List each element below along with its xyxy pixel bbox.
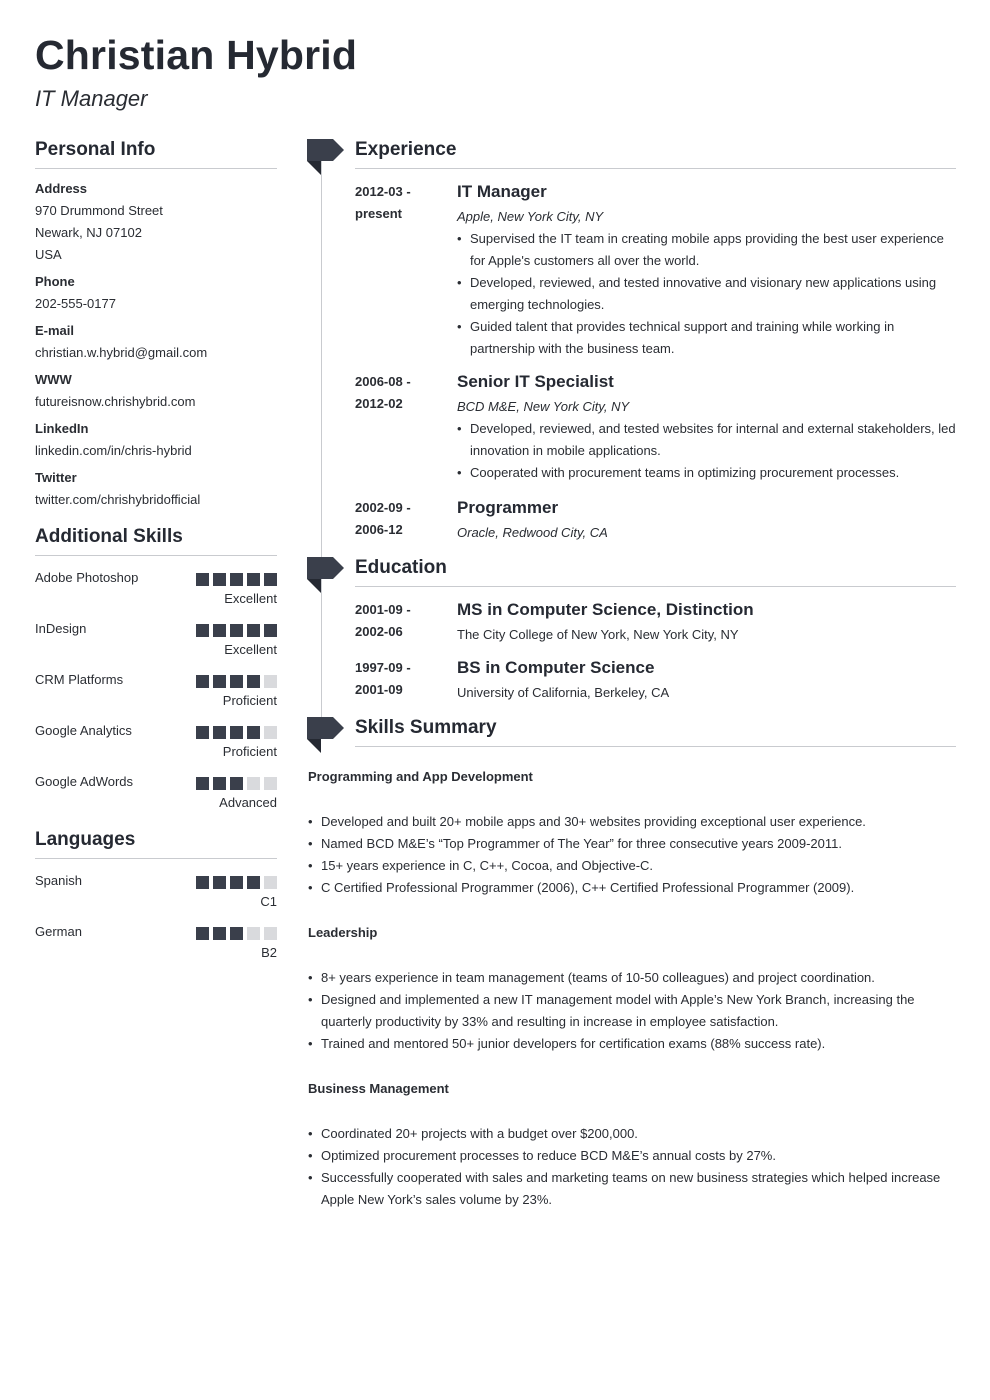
twitter-value: twitter.com/chrishybridofficial (35, 492, 201, 507)
bullet-item: • Designed and implemented a new IT management model with Apple’s New York Branch, increasing the quarterly productivity by 33% and resulting in increase in employee satisfaction. (308, 989, 956, 1033)
skill-level: Proficient (222, 693, 277, 708)
skill-rating-dots (196, 726, 277, 739)
address-label: Address (35, 181, 88, 196)
entry-date (355, 657, 445, 701)
date-start: 2012-03 - (355, 184, 411, 199)
education-heading: Education (355, 556, 956, 587)
skills-category-name: Business Management (308, 1081, 449, 1096)
rating-dot-filled (230, 777, 243, 790)
languages-heading: Languages (35, 828, 277, 859)
entry-title: MS in Computer Science, Distinction (457, 600, 754, 619)
language-name: Spanish (35, 873, 82, 888)
skill-name: Google Analytics (35, 723, 132, 738)
rating-dot-filled (213, 726, 226, 739)
language-row (35, 920, 277, 971)
language-level: C1 (260, 894, 277, 909)
rating-dot-empty (264, 726, 277, 739)
language-level: B2 (261, 945, 277, 960)
email-label: E-mail (35, 323, 75, 338)
language-rating-dots (196, 927, 277, 940)
rating-dot-filled (196, 777, 209, 790)
skill-rating-dots (196, 675, 277, 688)
twitter-group (35, 470, 277, 511)
date-end: 2001-09 (355, 682, 403, 697)
rating-dot-filled (230, 876, 243, 889)
entry-title: Programmer (457, 498, 559, 517)
rating-dot-filled (264, 573, 277, 586)
rating-dot-filled (247, 876, 260, 889)
skill-rating-dots (196, 624, 277, 637)
rating-dot-filled (264, 624, 277, 637)
experience-flag-icon (307, 139, 344, 177)
entry-organization: The City College of New York, New York City, NY (457, 627, 739, 642)
entry-title: BS in Computer Science (457, 658, 655, 677)
skills-category-bullets (308, 1123, 956, 1211)
phone-value: 202-555-0177 (35, 296, 116, 311)
personal-info-heading: Personal Info (35, 138, 277, 169)
address-group (35, 181, 277, 266)
bullet-item: • 15+ years experience in C, C++, Cocoa, and Objective-C. (308, 855, 956, 877)
phone-group (35, 274, 277, 315)
email-group (35, 323, 277, 364)
entry-organization: Apple, New York City, NY (457, 209, 604, 224)
skill-level: Advanced (219, 795, 277, 810)
rating-dot-filled (230, 624, 243, 637)
skill-row (35, 566, 277, 617)
rating-dot-filled (247, 573, 260, 586)
rating-dot-filled (213, 624, 226, 637)
candidate-job-title: IT Manager (35, 86, 148, 111)
date-end: 2012-02 (355, 396, 403, 411)
date-start: 1997-09 - (355, 660, 411, 675)
rating-dot-filled (213, 573, 226, 586)
bullet-item: • Optimized procurement processes to reduce BCD M&E’s annual costs by 27%. (308, 1145, 956, 1167)
bullet-item: • Supervised the IT team in creating mobile apps providing the best user experience for Apple's customers all over the world. (457, 228, 956, 272)
education-flag-icon (307, 557, 344, 595)
bullet-item: • Trained and mentored 50+ junior developers for certification exams (88% success rate). (308, 1033, 956, 1055)
bullet-item: • Named BCD M&E’s “Top Programmer of The Year” for three consecutive years 2009-2011. (308, 833, 956, 855)
rating-dot-empty (264, 927, 277, 940)
rating-dot-filled (196, 876, 209, 889)
skills-category-name: Leadership (308, 925, 378, 940)
language-row (35, 869, 277, 920)
skills-category (308, 922, 956, 1055)
skills-category-name: Programming and App Development (308, 769, 533, 784)
entry-detail (457, 497, 956, 544)
skill-name: CRM Platforms (35, 672, 124, 687)
bullet-item: • Developed and built 20+ mobile apps and 30+ websites providing exceptional user experience. (308, 811, 956, 833)
bullet-item: • C Certified Professional Programmer (2006), C++ Certified Professional Programmer (2009). (308, 877, 956, 899)
entry-detail (457, 181, 956, 360)
rating-dot-empty (247, 777, 260, 790)
bullet-item: • Guided talent that provides technical support and training while working in partnership with the business team. (457, 316, 956, 360)
additional-skills-heading: Additional Skills (35, 525, 277, 556)
date-start: 2001-09 - (355, 602, 411, 617)
additional-skills-list (35, 566, 277, 821)
entry-detail (457, 657, 956, 704)
rating-dot-filled (196, 675, 209, 688)
entry-detail (457, 371, 956, 484)
linkedin-label: LinkedIn (35, 421, 89, 436)
www-value: futureisnow.chrishybrid.com (35, 394, 196, 409)
skills-category (308, 766, 956, 899)
rating-dot-filled (247, 624, 260, 637)
rating-dot-empty (264, 777, 277, 790)
skill-row (35, 617, 277, 668)
skill-level: Excellent (224, 591, 277, 606)
date-start: 2006-08 - (355, 374, 411, 389)
www-group (35, 372, 277, 413)
skill-row (35, 719, 277, 770)
twitter-label: Twitter (35, 470, 77, 485)
address-line: USA (35, 247, 62, 262)
rating-dot-filled (213, 927, 226, 940)
skill-level: Excellent (224, 642, 277, 657)
entry-detail (457, 599, 956, 646)
skills-summary-heading: Skills Summary (355, 716, 956, 747)
entry-title: IT Manager (457, 182, 547, 201)
date-end: present (355, 206, 402, 221)
skills-category (308, 1078, 956, 1211)
rating-dot-filled (213, 777, 226, 790)
skill-name: InDesign (35, 621, 87, 636)
address-line: Newark, NJ 07102 (35, 225, 142, 240)
skill-rating-dots (196, 573, 277, 586)
entry-organization: Oracle, Redwood City, CA (457, 525, 608, 540)
entry-organization: BCD M&E, New York City, NY (457, 399, 630, 414)
left-column (35, 138, 277, 971)
skills-summary-body (308, 766, 956, 1234)
skill-name: Google AdWords (35, 774, 134, 789)
email-value: christian.w.hybrid@gmail.com (35, 345, 208, 360)
rating-dot-filled (196, 624, 209, 637)
rating-dot-empty (264, 876, 277, 889)
skill-row (35, 770, 277, 821)
experience-heading: Experience (355, 138, 956, 169)
rating-dot-filled (247, 726, 260, 739)
rating-dot-filled (196, 573, 209, 586)
rating-dot-filled (230, 675, 243, 688)
entry-date (355, 497, 445, 541)
rating-dot-filled (230, 927, 243, 940)
skill-name: Adobe Photoshop (35, 570, 139, 585)
address-line: 970 Drummond Street (35, 203, 163, 218)
linkedin-group (35, 421, 277, 462)
rating-dot-filled (247, 675, 260, 688)
skills-summary-flag-icon (307, 717, 344, 755)
entry-date (355, 599, 445, 643)
entry-date (355, 181, 445, 225)
bullet-item: • Developed, reviewed, and tested innovative and visionary new applications using emerging technologies. (457, 272, 956, 316)
bullet-item: • Developed, reviewed, and tested websites for internal and external stakeholders, led innovation in mobile applications. (457, 418, 956, 462)
candidate-name: Christian Hybrid (35, 32, 358, 78)
skill-rating-dots (196, 777, 277, 790)
skill-level: Proficient (222, 744, 277, 759)
www-label: WWW (35, 372, 72, 387)
skills-category-bullets (308, 967, 956, 1055)
entry-title: Senior IT Specialist (457, 372, 614, 391)
personal-info-list (35, 181, 277, 511)
rating-dot-empty (247, 927, 260, 940)
bullet-item: • 8+ years experience in team management (teams of 10-50 colleagues) and project coordination. (308, 967, 956, 989)
phone-label: Phone (35, 274, 75, 289)
date-end: 2006-12 (355, 522, 403, 537)
entry-date (355, 371, 445, 415)
rating-dot-filled (196, 927, 209, 940)
bullet-item: • Coordinated 20+ projects with a budget over $200,000. (308, 1123, 956, 1145)
linkedin-value: linkedin.com/in/chris-hybrid (35, 443, 192, 458)
entry-bullets (457, 418, 956, 484)
date-end: 2002-06 (355, 624, 403, 639)
rating-dot-filled (213, 876, 226, 889)
bullet-item: • Cooperated with procurement teams in optimizing procurement processes. (457, 462, 956, 484)
rating-dot-empty (264, 675, 277, 688)
date-start: 2002-09 - (355, 500, 411, 515)
languages-list (35, 869, 277, 971)
rating-dot-filled (230, 726, 243, 739)
timeline-line (321, 160, 322, 735)
rating-dot-filled (196, 726, 209, 739)
skill-row (35, 668, 277, 719)
rating-dot-filled (230, 573, 243, 586)
language-rating-dots (196, 876, 277, 889)
entry-bullets (457, 228, 956, 360)
skills-category-bullets (308, 811, 956, 899)
language-name: German (35, 924, 82, 939)
bullet-item: • Successfully cooperated with sales and marketing teams on new business strategies which helped increase Apple New York’s sales volume by 23%. (308, 1167, 956, 1211)
entry-organization: University of California, Berkeley, CA (457, 685, 670, 700)
rating-dot-filled (213, 675, 226, 688)
